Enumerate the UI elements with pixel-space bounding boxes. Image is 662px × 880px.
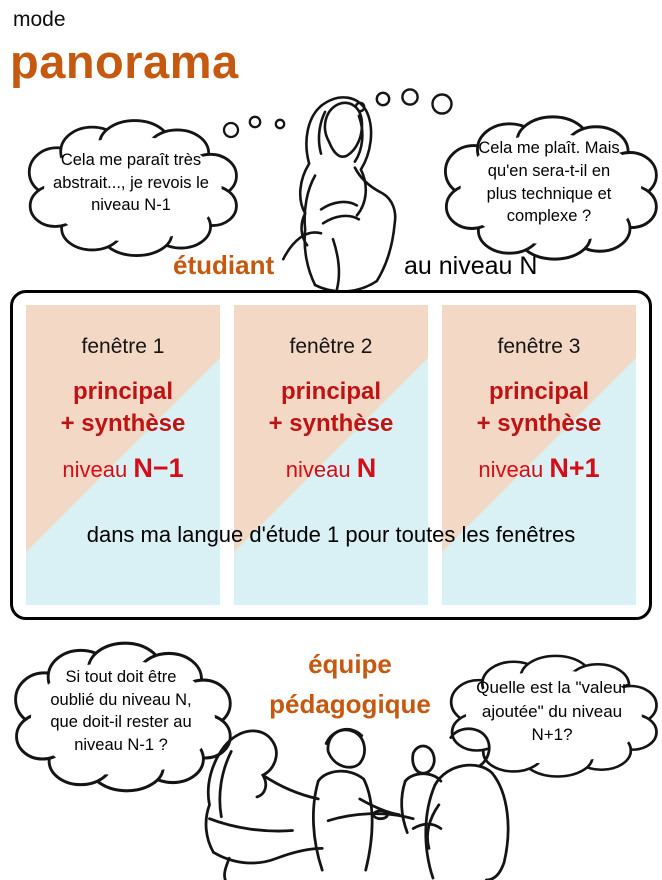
window-1 (26, 305, 220, 605)
thought-line: N+1? (531, 725, 573, 745)
thought-line: complexe ? (506, 207, 592, 226)
window-2 (234, 305, 428, 605)
thought-line: plus technique et (486, 184, 612, 203)
thought-line: qu'en sera-t-il en (487, 161, 611, 180)
thought-text (36, 126, 227, 240)
student-illustration (263, 90, 405, 292)
window-content-line: principal (488, 378, 590, 405)
thought-line: abstrait..., je revois le (53, 173, 209, 192)
window-3 (442, 305, 636, 605)
level-prefix: niveau (62, 457, 134, 483)
level-value: N (356, 453, 377, 484)
thought-line: Si tout doit être (65, 667, 177, 686)
mode-label: mode (13, 8, 66, 31)
thought-line: Cela me paraît très (60, 150, 202, 169)
window-content-line: principal (280, 378, 382, 405)
window-content (442, 376, 636, 439)
window-content-line: + synthèse (60, 409, 186, 437)
student-left-thought-bubble (20, 114, 242, 264)
thought-line: niveau N-1 (91, 196, 171, 215)
student-level-note: au niveau N (404, 252, 538, 280)
window-title: fenêtre 2 (289, 335, 373, 358)
window-content (234, 376, 428, 439)
level-prefix: niveau (285, 457, 357, 483)
level-value: N−1 (133, 453, 184, 484)
student-label: étudiant (173, 250, 275, 280)
window-level (442, 453, 636, 484)
student-right-thought-bubble (436, 110, 662, 268)
window-level (26, 453, 220, 484)
thought-line: Quelle est la "valeur (476, 678, 628, 698)
level-prefix: niveau (478, 457, 550, 483)
thought-line: Cela me plaît. Mais (478, 139, 620, 158)
page-title: panorama (10, 35, 239, 88)
window-content-line: + synthèse (268, 409, 394, 437)
window-title: fenêtre 3 (497, 335, 581, 358)
thought-text (452, 123, 646, 243)
window-content-line: principal (72, 378, 174, 405)
team-label (240, 644, 460, 725)
panel-footer-note: dans ma langue d'étude 1 pour toutes les fenêtres (86, 522, 576, 547)
thought-line: oublié du niveau N, (50, 690, 192, 709)
thought-line: que doit-il rester au (50, 713, 192, 732)
level-value: N+1 (549, 453, 600, 484)
panorama-panel (10, 290, 652, 620)
window-title: fenêtre 1 (81, 335, 165, 358)
team-label-line: équipe (308, 649, 392, 679)
window-content (26, 376, 220, 439)
thought-line: niveau N-1 ? (74, 736, 168, 755)
team-label-line: pédagogique (269, 689, 431, 720)
window-level (234, 453, 428, 484)
team-illustration (168, 702, 513, 880)
window-content-line: + synthèse (476, 409, 602, 437)
thought-line: ajoutée" du niveau (481, 701, 623, 721)
